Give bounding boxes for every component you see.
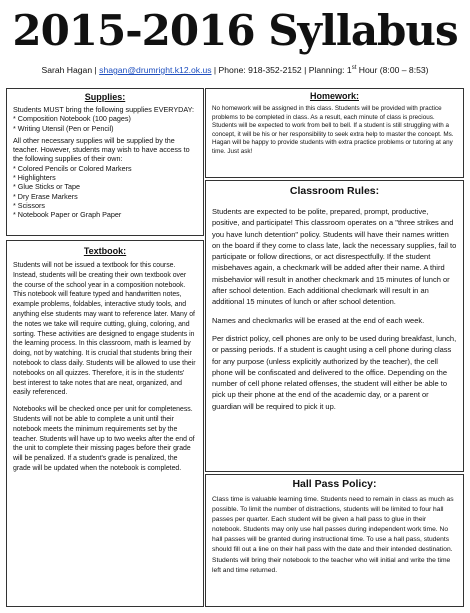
classroom-rules-section <box>205 180 464 472</box>
supply-item: * Dry Erase Markers <box>13 191 78 201</box>
separator: | <box>94 64 97 75</box>
supplies-intro: Students MUST bring the following supplies EVERYDAY: <box>13 105 194 114</box>
supplies-section <box>6 88 204 236</box>
rules-paragraph: Per district policy, cell phones are only to be used during breakfast, lunch, or passing periods. If a student is caught using a cell phone during class for any purpose (unless explicitly authorized by the teacher), the cell phone will be confiscated and delivered to the office. Depending on the number of cell phone related offenses, the student will either be able to pick up their phone at the end of the academic day, or a parent or guardian will be required to pick it up. <box>212 333 457 411</box>
planning-text: Planning: 1st Hour (8:00 – 8:53) <box>308 64 429 75</box>
email-link[interactable]: shagan@drumright.k12.ok.us <box>99 64 212 75</box>
contact-line <box>0 62 470 76</box>
textbook-paragraph: Students will not be issued a textbook for this course. Instead, students will be creating their own textbook over the course of the school year in a composition notebook. This notebook will feature typed and handwritten notes, example problems, foldables, interactive study tools, and anything else students may want to reference later. Many of the notes we take will require cutting, gluing, coloring, and sorting. These activities are designed to engage students in the learning process. In this classroom, math is learned by doing, not by watching. It is crucial that students bring their notebook to class daily. Students will be allowed to use their notebooks on all quizzes. Therefore, it is in the students' best interest to take notes that are neat, organized, and easily referenced. <box>13 262 196 397</box>
textbook-paragraph: Notebooks will be checked once per unit for completeness. Students will not be able to complete a unit until their notebook meets the minimum requirements set by the teacher. Students will have up to two weeks after the end of the unit to complete their missing pages before their grade will be penalized. If a student's grade is penalized, the grade will be updated when the notebook is completed. <box>13 406 195 472</box>
textbook-heading: Textbook: <box>83 246 127 256</box>
teacher-name: Sarah Hagan <box>41 64 93 75</box>
supplies-heading: Supplies: <box>84 92 126 102</box>
homework-heading: Homework: <box>309 91 359 101</box>
rules-paragraph: Students are expected to be polite, prepared, prompt, productive, positive, and participate! This classroom operates on a "three strikes and you have lunch detention" policy. Students will have their names written on the board if they come to class late, lack the necessary supplies, fail to participate or follow directions, or act disrespectfully. If the student misbehaves again, a checkmark will be added after their name. A third misbehavior will result in another checkmark and 15 minutes of lunch or after school detention. Each additional checkmark will result in an additional 15 minutes of lunch or after school detention. <box>212 207 457 307</box>
supplies-other-intro: All other necessary supplies will be supplied by the teacher. However, students may wish to have access to the following supplies of their own: <box>13 135 190 164</box>
supply-item: * Highlighters <box>13 173 56 183</box>
supply-item: * Notebook Paper or Graph Paper <box>13 210 122 220</box>
textbook-section <box>6 240 204 607</box>
rules-heading: Classroom Rules: <box>289 185 380 197</box>
homework-paragraph: No homework will be assigned in this class. Students will be provided with practice problems to be completed in class. As a result, each minute of class is precious. Students will be expected to work from bell to bell. If a student is still struggling with a concept, it will be his or her responsibility to seek extra help to master the concept. Ms. Hagan will be happy to provide students with extra practice problems or tutoring at any time. Just ask! <box>212 105 454 155</box>
page-title: 2015-2016 Syllabus <box>12 6 458 55</box>
rules-paragraph: Names and checkmarks will be erased at the end of each week. <box>212 315 425 325</box>
hall-pass-paragraph: Class time is valuable learning time. Students need to remain in class as much as possible. To limit the number of distractions, students will be limited to four hall passes per quarter. Each student will be given a hall pass to glue in their notebook. Students may only use hall passes during independent work time. No hall passes will be granted during instructional time. To use a hall pass, students should fill out a line on their hall pass with the date and their intended destination. Students will bring their notebook to the teacher who will initial and write the time left and time returned. <box>212 496 454 574</box>
hall-pass-section <box>205 474 464 607</box>
supply-item: * Writing Utensil (Pen or Pencil) <box>13 123 114 133</box>
supply-item: * Scissors <box>13 200 45 210</box>
hall-pass-heading: Hall Pass Policy: <box>292 478 377 490</box>
supply-item: * Glue Sticks or Tape <box>13 182 80 192</box>
homework-section <box>205 88 464 178</box>
supply-item: * Colored Pencils or Colored Markers <box>13 163 132 173</box>
supply-item: * Composition Notebook (100 pages) <box>13 114 131 124</box>
phone-text: | Phone: 918-352-2152 | <box>213 64 307 75</box>
